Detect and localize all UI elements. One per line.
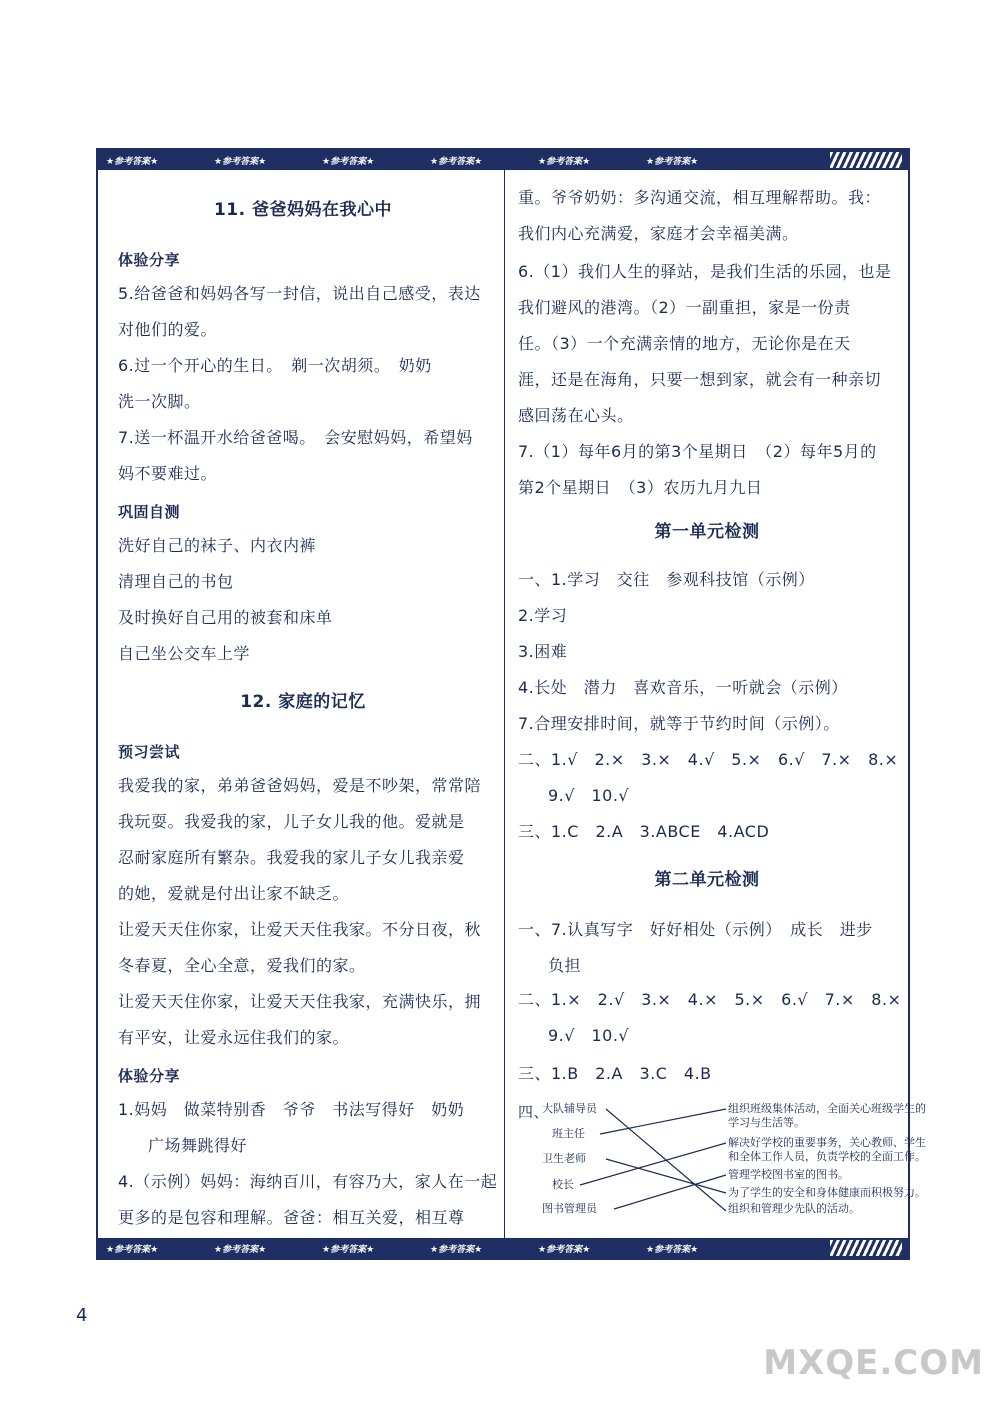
answer-line: 二、1.√ 2.× 3.× 4.√ 5.× 6.√ 7.× 8.× (518, 750, 899, 769)
lesson-12-title: 12. 家庭的记忆 (240, 692, 366, 712)
answer-line: 第2个星期日 （3）农历九月九日 (518, 478, 763, 497)
answer-line: 重。爷爷奶奶：多沟通交流，相互理解帮助。我： (518, 188, 882, 207)
answer-line: 清理自己的书包 (118, 572, 234, 591)
footer-tag: ★参考答案★ (322, 1244, 375, 1255)
answer-line: 有平安，让爱永远住我们的家。 (118, 1028, 350, 1047)
answer-line: 洗好自己的袜子、内衣内裤 (118, 536, 317, 555)
footer-tag: ★参考答案★ (538, 1244, 591, 1255)
footer-tag: ★参考答案★ (430, 1244, 483, 1255)
answer-line: 让爱天天住你家，让爱天天住我家，充满快乐，拥 (118, 992, 482, 1011)
lesson-11-title: 11. 爸爸妈妈在我心中 (213, 200, 393, 220)
header-tag: ★参考答案★ (538, 156, 591, 167)
duty-label: 管理学校图书室的图书。 (728, 1168, 849, 1181)
duty-label: 解决好学校的重要事务，关心教师、学生 (728, 1136, 926, 1149)
answer-line: 广场舞跳得好 (148, 1136, 248, 1155)
duty-label: 为了学生的安全和身体健康而积极努力。 (728, 1186, 926, 1199)
answer-line: 6.（1）我们人生的驿站，是我们生活的乐园，也是 (518, 262, 892, 281)
role-label: 图书管理员 (542, 1202, 597, 1215)
watermark-logo: MXQE.COM (763, 1343, 984, 1383)
footer-stripes (830, 1240, 902, 1256)
answer-line: 及时换好自己用的被套和床单 (118, 608, 333, 627)
role-label: 卫生老师 (542, 1152, 586, 1165)
matching-label: 四、 (518, 1103, 550, 1121)
answer-line: 4.长处 潜力 喜欢音乐，一听就会（示例） (518, 678, 848, 697)
answer-line: 我们内心充满爱，家庭才会幸福美满。 (518, 224, 799, 243)
match-line (606, 1159, 726, 1193)
footer-tag: ★参考答案★ (214, 1244, 267, 1255)
answer-line: 三、1.B 2.A 3.C 4.B (518, 1064, 712, 1083)
role-label: 大队辅导员 (542, 1102, 597, 1115)
preview-heading: 预习尝试 (118, 743, 181, 761)
answer-line: 一、1.学习 交往 参观科技馆（示例） (518, 570, 815, 589)
answer-line: 5.给爸爸和妈妈各写一封信，说出自己感受，表达 (118, 284, 481, 303)
header-tag: ★参考答案★ (106, 156, 159, 167)
header-band (98, 150, 908, 170)
match-line (600, 1109, 726, 1134)
header-tag: ★参考答案★ (430, 156, 483, 167)
answer-line: 妈不要难过。 (118, 464, 218, 483)
answer-line: 7.（1）每年6月的第3个星期日 （2）每年5月的 (518, 442, 877, 461)
answer-line: 让爱天天住你家，让爱天天住我家。不分日夜，秋 (118, 920, 482, 939)
answer-line: 3.困难 (518, 642, 568, 661)
header-tag: ★参考答案★ (646, 156, 699, 167)
matching-lines (518, 1102, 896, 1222)
match-line (614, 1175, 726, 1209)
answer-line: 更多的是包容和理解。爸爸：相互关爱，相互尊 (118, 1208, 465, 1227)
answer-line: 9.√ 10.√ (548, 1026, 630, 1045)
right-column (518, 170, 926, 1238)
header-tag: ★参考答案★ (214, 156, 267, 167)
duty-label: 组织班级集体活动，全面关心班级学生的 (728, 1102, 926, 1115)
answer-line: 任。（3）一个充满亲情的地方，无论你是在天 (518, 334, 851, 353)
answer-line: 二、1.× 2.√ 3.× 4.× 5.× 6.√ 7.× 8.× (518, 990, 902, 1009)
answer-line: 忍耐家庭所有繁杂。我爱我的家儿子女儿我亲爱 (118, 848, 465, 867)
answer-line: 6.过一个开心的生日。 剃一次胡须。 奶奶 (118, 356, 432, 375)
answer-line: 我们避风的港湾。（2）一副重担，家是一份责 (518, 298, 851, 317)
duty-label: 和全体工作人员，负责学校的全面工作。 (728, 1150, 926, 1163)
unit-2-title: 第二单元检测 (654, 870, 760, 890)
header-stripes (830, 152, 902, 168)
answer-line: 自己坐公交车上学 (118, 644, 251, 663)
answer-line: 涯，还是在海角，只要一想到家，就会有一种亲切 (518, 370, 882, 389)
duty-label: 组织和管理少先队的活动。 (728, 1202, 860, 1215)
answer-line: 7.合理安排时间，就等于节约时间（示例）。 (518, 714, 840, 733)
answer-line: 冬春夏，全心全意，爱我们的家。 (118, 956, 366, 975)
consolidate-heading: 巩固自测 (118, 503, 181, 521)
experience-heading: 体验分享 (118, 1067, 181, 1085)
footer-tag: ★参考答案★ (646, 1244, 699, 1255)
answer-line: 我爱我的家，弟弟爸爸妈妈，爱是不吵架，常常陪 (118, 776, 482, 795)
duty-label: 学习与生活等。 (728, 1116, 805, 1129)
answer-line: 9.√ 10.√ (548, 786, 630, 805)
answer-line: 1.妈妈 做菜特别香 爷爷 书法写得好 奶奶 (118, 1100, 465, 1119)
answer-frame (96, 148, 926, 1260)
page-number: 4 (76, 1305, 88, 1326)
footer-band (98, 1238, 908, 1258)
answer-line: 感回荡在心头。 (518, 406, 634, 425)
answer-line: 对他们的爱。 (118, 320, 218, 339)
left-column (118, 170, 498, 1238)
answer-line: 4.（示例）妈妈：海纳百川，有容乃大，家人在一起 (118, 1172, 498, 1191)
role-label: 班主任 (552, 1127, 585, 1140)
column-divider (504, 170, 505, 1238)
footer-tag: ★参考答案★ (106, 1244, 159, 1255)
matching-exercise (518, 1102, 926, 1215)
answer-line: 7.送一杯温开水给爸爸喝。 会安慰妈妈，希望妈 (118, 428, 473, 447)
answer-line: 三、1.C 2.A 3.ABCE 4.ACD (518, 822, 770, 841)
answer-line: 一、7.认真写字 好好相处（示例） 成长 进步 (518, 920, 873, 939)
experience-heading: 体验分享 (118, 251, 181, 269)
answer-line: 的她，爱就是付出让家不缺乏。 (118, 884, 350, 903)
answer-line: 我玩耍。我爱我的家，儿子女儿我的他。爱就是 (118, 812, 465, 831)
answer-line: 负担 (548, 956, 582, 975)
answer-line: 洗一次脚。 (118, 392, 201, 411)
role-label: 校长 (552, 1178, 574, 1191)
unit-1-title: 第一单元检测 (654, 522, 760, 542)
header-tag: ★参考答案★ (322, 156, 375, 167)
answer-line: 2.学习 (518, 606, 568, 625)
